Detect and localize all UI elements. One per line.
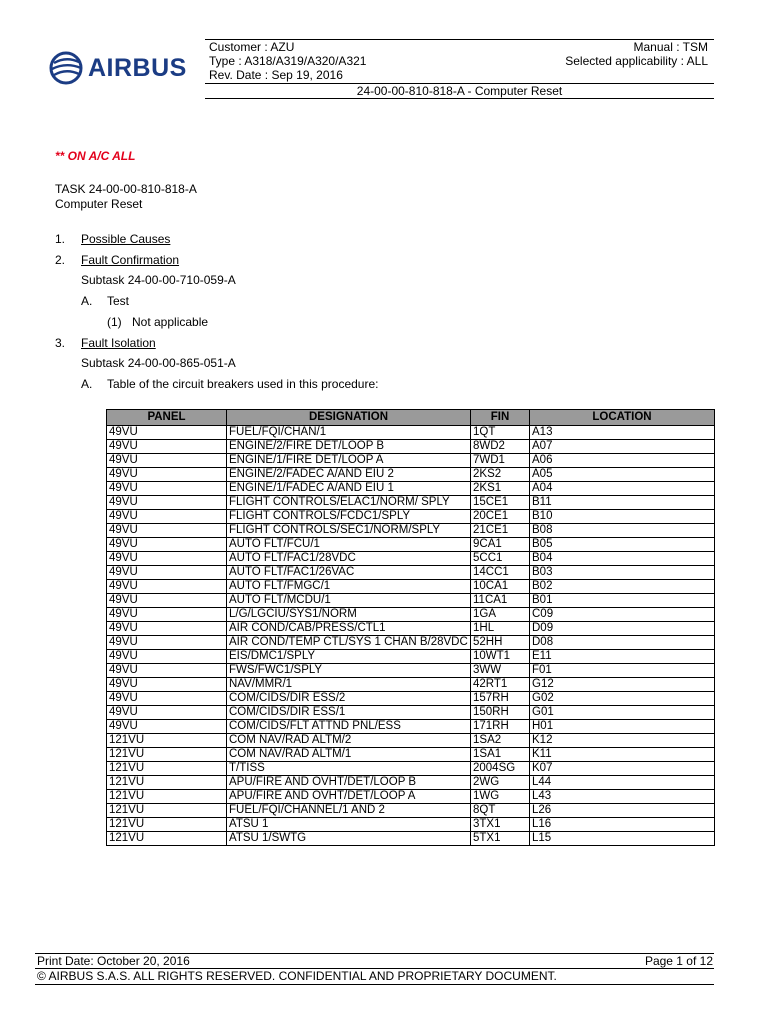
header-customer: Customer : AZU — [209, 40, 295, 54]
cell-panel: 49VU — [107, 454, 227, 468]
cell-fin: 150RH — [471, 706, 530, 720]
table-header-row — [107, 410, 715, 426]
cell-fin: 9CA1 — [471, 538, 530, 552]
table-row — [107, 748, 715, 762]
applicability-note: ** ON A/C ALL — [55, 149, 136, 163]
cell-designation: AIR COND/TEMP CTL/SYS 1 CHAN B/28VDC — [227, 636, 471, 650]
cell-panel: 49VU — [107, 636, 227, 650]
cell-location: B03 — [530, 566, 715, 580]
cell-fin: 11CA1 — [471, 594, 530, 608]
table-row — [107, 650, 715, 664]
footer-bottom-rule — [35, 984, 714, 985]
header-doc-ref: 24-00-00-810-818-A - Computer Reset — [356, 84, 563, 98]
cell-fin: 20CE1 — [471, 510, 530, 524]
cell-designation: FLIGHT CONTROLS/ELAC1/NORM/ SPLY — [227, 496, 471, 510]
confirm-1-number: (1) — [107, 315, 122, 329]
cell-location: F01 — [530, 664, 715, 678]
cell-location: A04 — [530, 482, 715, 496]
cell-fin: 157RH — [471, 692, 530, 706]
footer-print-date: Print Date: October 20, 2016 — [37, 954, 190, 968]
cell-panel: 49VU — [107, 650, 227, 664]
cell-panel: 49VU — [107, 566, 227, 580]
cell-location: H01 — [530, 720, 715, 734]
cell-designation: ENGINE/1/FIRE DET/LOOP A — [227, 454, 471, 468]
cell-fin: 15CE1 — [471, 496, 530, 510]
cell-location: A07 — [530, 440, 715, 454]
cell-designation: ATSU 1 — [227, 818, 471, 832]
cell-panel: 49VU — [107, 622, 227, 636]
table-row — [107, 594, 715, 608]
cell-location: L16 — [530, 818, 715, 832]
cell-location: K11 — [530, 748, 715, 762]
cell-designation: FUEL/FQI/CHANNEL/1 AND 2 — [227, 804, 471, 818]
table-row — [107, 636, 715, 650]
cell-designation: ATSU 1/SWTG — [227, 832, 471, 846]
cell-designation: AUTO FLT/MCDU/1 — [227, 594, 471, 608]
cell-designation: COM/CIDS/FLT ATTND PNL/ESS — [227, 720, 471, 734]
item-1-number: 1. — [55, 232, 66, 246]
table-row — [107, 804, 715, 818]
cell-panel: 49VU — [107, 706, 227, 720]
cell-location: K07 — [530, 762, 715, 776]
cell-designation: COM NAV/RAD ALTM/1 — [227, 748, 471, 762]
cell-fin: 3WW — [471, 664, 530, 678]
item-1-possible-causes: Possible Causes — [81, 232, 171, 246]
cell-designation: L/G/LGCIU/SYS1/NORM — [227, 608, 471, 622]
cell-panel: 121VU — [107, 832, 227, 846]
cell-panel: 121VU — [107, 790, 227, 804]
task-id: TASK 24-00-00-810-818-A — [55, 182, 197, 196]
isolate-a-label: Table of the circuit breakers used in this procedure: — [107, 377, 379, 391]
table-row — [107, 762, 715, 776]
item-3-number: 3. — [55, 336, 66, 350]
cell-panel: 49VU — [107, 720, 227, 734]
cell-location: A05 — [530, 468, 715, 482]
cell-designation: ENGINE/1/FADEC A/AND EIU 1 — [227, 482, 471, 496]
cell-designation: APU/FIRE AND OVHT/DET/LOOP B — [227, 776, 471, 790]
cell-fin: 171RH — [471, 720, 530, 734]
table-row — [107, 622, 715, 636]
cell-panel: 49VU — [107, 608, 227, 622]
item-2-fault-confirmation: Fault Confirmation — [81, 253, 180, 267]
cell-panel: 49VU — [107, 482, 227, 496]
cell-location: L44 — [530, 776, 715, 790]
cell-location: L15 — [530, 832, 715, 846]
cell-location: B01 — [530, 594, 715, 608]
header-rev-date: Rev. Date : Sep 19, 2016 — [209, 68, 343, 82]
cell-location: B04 — [530, 552, 715, 566]
table-row — [107, 678, 715, 692]
cell-location: A06 — [530, 454, 715, 468]
footer-copyright: © AIRBUS S.A.S. ALL RIGHTS RESERVED. CONFIDENTIAL AND PROPRIETARY DOCUMENT. — [37, 969, 557, 983]
cell-designation: COM/CIDS/DIR ESS/1 — [227, 706, 471, 720]
cell-fin: 42RT1 — [471, 678, 530, 692]
cell-location: D09 — [530, 622, 715, 636]
table-row — [107, 692, 715, 706]
cell-location: G02 — [530, 692, 715, 706]
table-row — [107, 580, 715, 594]
cell-fin: 3TX1 — [471, 818, 530, 832]
cell-designation: ENGINE/2/FADEC A/AND EIU 2 — [227, 468, 471, 482]
item-2-number: 2. — [55, 253, 66, 267]
table-row — [107, 482, 715, 496]
col-header-designation: DESIGNATION — [227, 410, 471, 426]
confirm-a-label: Test — [107, 294, 130, 308]
table-row — [107, 720, 715, 734]
cell-fin: 1WG — [471, 790, 530, 804]
cell-fin: 1HL — [471, 622, 530, 636]
isolate-a-number: A. — [81, 377, 93, 391]
cell-fin: 2WG — [471, 776, 530, 790]
cell-designation: AUTO FLT/FAC1/26VAC — [227, 566, 471, 580]
task-title: Computer Reset — [55, 197, 143, 211]
table-row — [107, 706, 715, 720]
col-header-panel: PANEL — [107, 410, 227, 426]
cell-location: A13 — [530, 426, 715, 440]
cell-designation: COM/CIDS/DIR ESS/2 — [227, 692, 471, 706]
table-row — [107, 524, 715, 538]
table-row — [107, 538, 715, 552]
cell-fin: 21CE1 — [471, 524, 530, 538]
cell-fin: 1GA — [471, 608, 530, 622]
item-3-fault-isolation: Fault Isolation — [81, 336, 156, 350]
cell-designation: NAV/MMR/1 — [227, 678, 471, 692]
table-row — [107, 776, 715, 790]
cell-fin: 2KS1 — [471, 482, 530, 496]
cell-designation: EIS/DMC1/SPLY — [227, 650, 471, 664]
cell-panel: 49VU — [107, 468, 227, 482]
footer-page-number: Page 1 of 12 — [644, 954, 713, 968]
cell-location: B08 — [530, 524, 715, 538]
cell-fin: 8QT — [471, 804, 530, 818]
cell-designation: FLIGHT CONTROLS/FCDC1/SPLY — [227, 510, 471, 524]
cell-fin: 8WD2 — [471, 440, 530, 454]
cell-panel: 49VU — [107, 426, 227, 440]
cell-panel: 121VU — [107, 776, 227, 790]
cell-designation: APU/FIRE AND OVHT/DET/LOOP A — [227, 790, 471, 804]
cell-designation: FWS/FWC1/SPLY — [227, 664, 471, 678]
table-row — [107, 734, 715, 748]
cell-designation: AIR COND/CAB/PRESS/CTL1 — [227, 622, 471, 636]
cell-panel: 49VU — [107, 524, 227, 538]
table-row — [107, 832, 715, 846]
table-row — [107, 426, 715, 440]
cell-panel: 49VU — [107, 440, 227, 454]
table-row — [107, 566, 715, 580]
cell-panel: 49VU — [107, 594, 227, 608]
cell-fin: 5CC1 — [471, 552, 530, 566]
cell-panel: 49VU — [107, 510, 227, 524]
cell-location: B05 — [530, 538, 715, 552]
cell-fin: 7WD1 — [471, 454, 530, 468]
table-row — [107, 440, 715, 454]
cell-location: B11 — [530, 496, 715, 510]
table-body — [107, 426, 715, 846]
table-row — [107, 664, 715, 678]
cell-panel: 49VU — [107, 678, 227, 692]
cell-location: K12 — [530, 734, 715, 748]
cell-panel: 49VU — [107, 580, 227, 594]
subtask-isolate: Subtask 24-00-00-865-051-A — [81, 356, 236, 370]
cell-panel: 121VU — [107, 818, 227, 832]
cell-panel: 121VU — [107, 804, 227, 818]
header-type: Type : A318/A319/A320/A321 — [209, 54, 367, 68]
cell-fin: 1QT — [471, 426, 530, 440]
table-row — [107, 496, 715, 510]
cell-fin: 5TX1 — [471, 832, 530, 846]
table-row — [107, 552, 715, 566]
confirm-1-label: Not applicable — [132, 315, 209, 329]
cell-location: G12 — [530, 678, 715, 692]
table-row — [107, 454, 715, 468]
cell-fin: 1SA2 — [471, 734, 530, 748]
cell-location: L43 — [530, 790, 715, 804]
cell-designation: FUEL/FQI/CHAN/1 — [227, 426, 471, 440]
cell-panel: 49VU — [107, 538, 227, 552]
cell-fin: 2KS2 — [471, 468, 530, 482]
table-row — [107, 608, 715, 622]
cell-fin: 2004SG — [471, 762, 530, 776]
cell-designation: ENGINE/2/FIRE DET/LOOP B — [227, 440, 471, 454]
cell-designation: T/TISS — [227, 762, 471, 776]
airbus-globe-icon — [48, 50, 86, 86]
cell-panel: 121VU — [107, 734, 227, 748]
col-header-fin: FIN — [471, 410, 530, 426]
cell-location: G01 — [530, 706, 715, 720]
table-row — [107, 790, 715, 804]
cell-panel: 121VU — [107, 762, 227, 776]
cell-panel: 49VU — [107, 664, 227, 678]
cell-location: B10 — [530, 510, 715, 524]
cell-designation: AUTO FLT/FMGC/1 — [227, 580, 471, 594]
cell-location: C09 — [530, 608, 715, 622]
cell-location: L26 — [530, 804, 715, 818]
confirm-a-number: A. — [81, 294, 93, 308]
cell-fin: 10WT1 — [471, 650, 530, 664]
table-row — [107, 510, 715, 524]
cell-fin: 52HH — [471, 636, 530, 650]
cell-panel: 49VU — [107, 552, 227, 566]
circuit-breaker-table — [106, 409, 715, 846]
header-applicability: Selected applicability : ALL — [565, 54, 708, 68]
cell-panel: 49VU — [107, 496, 227, 510]
cell-fin: 1SA1 — [471, 748, 530, 762]
cell-fin: 10CA1 — [471, 580, 530, 594]
cell-fin: 14CC1 — [471, 566, 530, 580]
col-header-location: LOCATION — [530, 410, 715, 426]
cell-designation: COM NAV/RAD ALTM/2 — [227, 734, 471, 748]
subtask-confirm: Subtask 24-00-00-710-059-A — [81, 273, 236, 287]
table-row — [107, 468, 715, 482]
cell-location: E11 — [530, 650, 715, 664]
table-row — [107, 818, 715, 832]
cell-location: B02 — [530, 580, 715, 594]
cell-designation: AUTO FLT/FCU/1 — [227, 538, 471, 552]
cell-location: D08 — [530, 636, 715, 650]
header-manual: Manual : TSM — [633, 40, 708, 54]
airbus-logo-text: AIRBUS — [88, 54, 187, 82]
header-bottom-rule — [205, 98, 714, 99]
cell-designation: AUTO FLT/FAC1/28VDC — [227, 552, 471, 566]
cell-panel: 121VU — [107, 748, 227, 762]
cell-designation: FLIGHT CONTROLS/SEC1/NORM/SPLY — [227, 524, 471, 538]
cell-panel: 49VU — [107, 692, 227, 706]
